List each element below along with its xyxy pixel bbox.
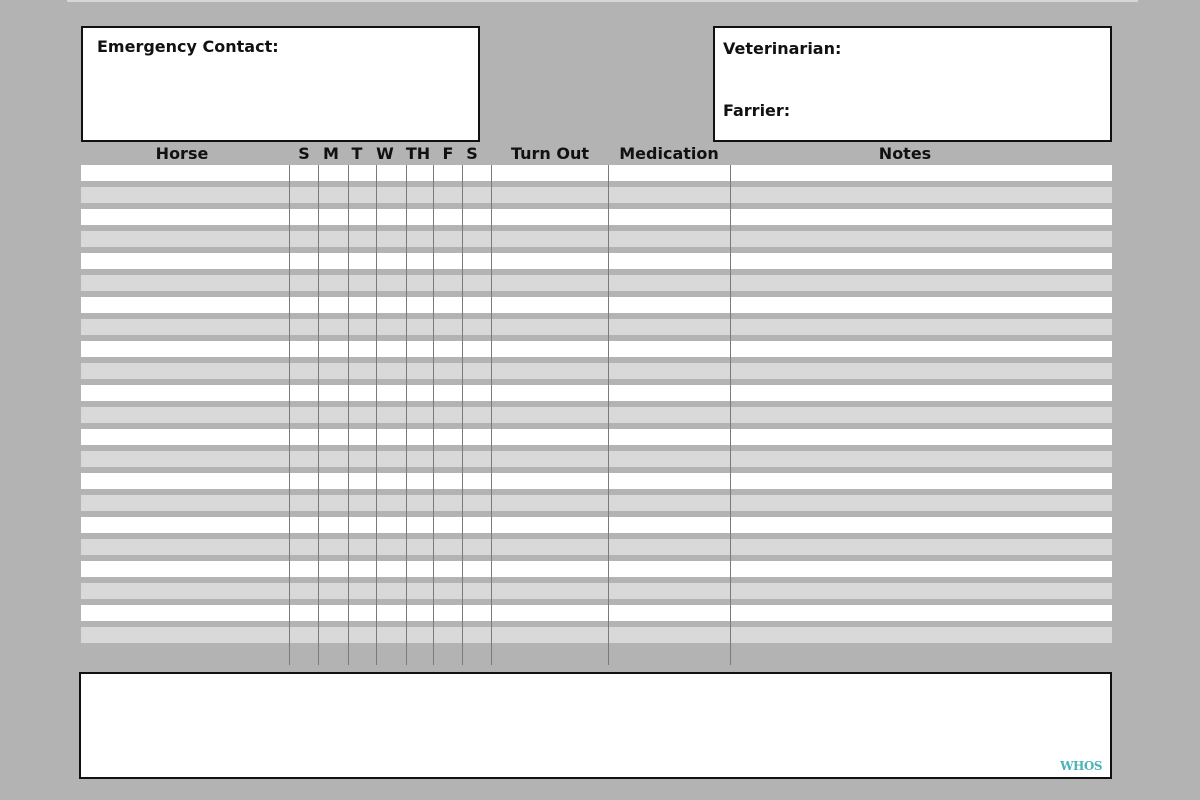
column-header-medication: Medication <box>619 144 719 163</box>
column-divider <box>376 165 377 665</box>
column-divider <box>491 165 492 665</box>
emergency-contact-label: Emergency Contact: <box>97 37 279 56</box>
column-header-saturday: S <box>466 144 478 163</box>
table-row[interactable] <box>81 561 1112 577</box>
feeding-chart-grid[interactable] <box>81 165 1112 665</box>
table-row[interactable] <box>81 297 1112 313</box>
veterinarian-label: Veterinarian: <box>723 39 842 58</box>
table-row[interactable] <box>81 253 1112 269</box>
column-divider <box>318 165 319 665</box>
column-divider <box>730 165 731 665</box>
column-header-thursday: TH <box>405 144 431 163</box>
column-divider <box>462 165 463 665</box>
column-divider <box>348 165 349 665</box>
column-header-horse: Horse <box>155 144 209 163</box>
table-row[interactable] <box>81 473 1112 489</box>
table-row[interactable] <box>81 495 1112 511</box>
veterinarian-farrier-box[interactable] <box>713 26 1112 142</box>
emergency-contact-box[interactable] <box>81 26 480 142</box>
table-row[interactable] <box>81 341 1112 357</box>
table-row[interactable] <box>81 583 1112 599</box>
table-row[interactable] <box>81 451 1112 467</box>
brand-logo: WHOS <box>1060 759 1102 773</box>
table-row[interactable] <box>81 231 1112 247</box>
table-row[interactable] <box>81 605 1112 621</box>
column-header-tuesday: T <box>351 144 363 163</box>
column-header-friday: F <box>442 144 454 163</box>
column-divider <box>406 165 407 665</box>
table-row[interactable] <box>81 429 1112 445</box>
column-divider <box>608 165 609 665</box>
column-header-notes: Notes <box>878 144 932 163</box>
table-header <box>81 143 1112 165</box>
table-row[interactable] <box>81 209 1112 225</box>
table-row[interactable] <box>81 385 1112 401</box>
table-row[interactable] <box>81 407 1112 423</box>
table-row[interactable] <box>81 319 1112 335</box>
column-header-monday: M <box>323 144 339 163</box>
table-row[interactable] <box>81 627 1112 643</box>
table-row[interactable] <box>81 363 1112 379</box>
bottom-notes-box[interactable] <box>79 672 1112 779</box>
column-header-turn-out: Turn Out <box>510 144 590 163</box>
top-divider <box>67 0 1138 2</box>
table-row[interactable] <box>81 539 1112 555</box>
table-row[interactable] <box>81 187 1112 203</box>
table-row[interactable] <box>81 275 1112 291</box>
table-row[interactable] <box>81 517 1112 533</box>
farrier-label: Farrier: <box>723 101 791 120</box>
column-header-wednesday: W <box>376 144 394 163</box>
column-header-sunday: S <box>298 144 310 163</box>
table-row[interactable] <box>81 165 1112 181</box>
column-divider <box>289 165 290 665</box>
column-divider <box>433 165 434 665</box>
